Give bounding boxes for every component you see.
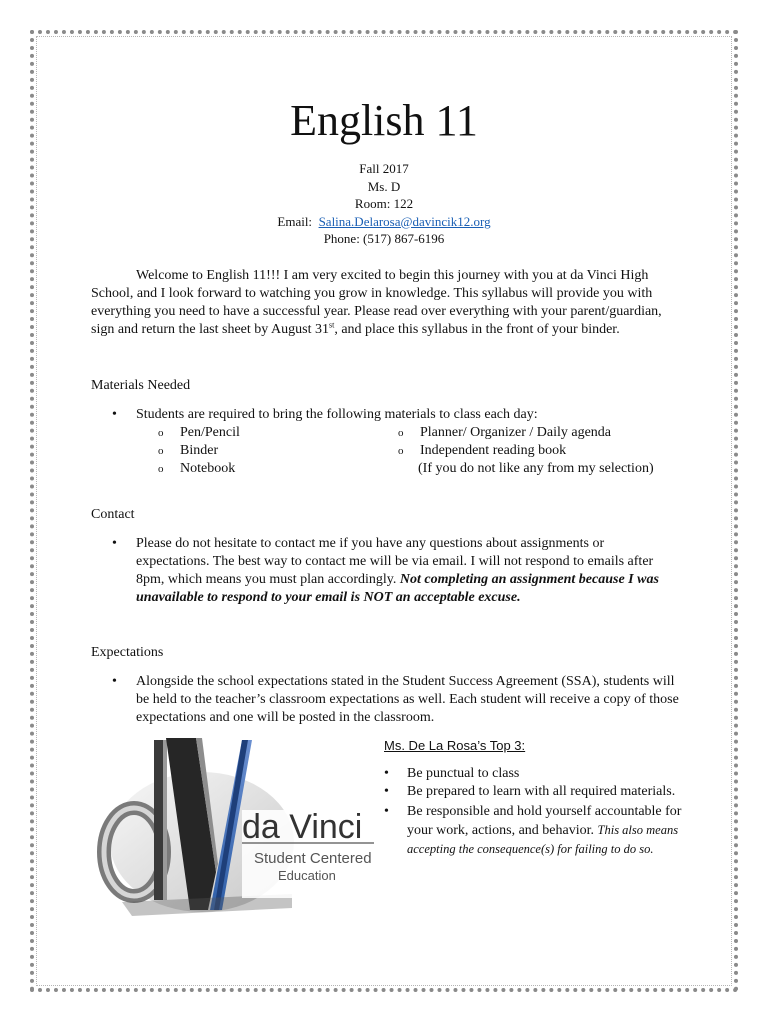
logo-tagline-1: Student Centered bbox=[254, 850, 372, 867]
page-title: English 11 bbox=[290, 96, 478, 145]
bullet-marker: • bbox=[384, 804, 389, 819]
bullet-marker: • bbox=[112, 407, 117, 422]
expectations-heading: Expectations bbox=[91, 645, 164, 660]
contact-bullet bbox=[112, 535, 680, 607]
material-item: o Binder bbox=[158, 443, 219, 458]
logo-name: da Vinci bbox=[242, 808, 363, 846]
materials-bullet bbox=[112, 406, 680, 424]
top3-heading: Ms. De La Rosa’s Top 3: bbox=[384, 738, 526, 753]
course-info bbox=[0, 160, 768, 248]
material-item: o Planner/ Organizer / Daily agenda bbox=[398, 425, 612, 440]
bullet-marker: • bbox=[384, 766, 389, 781]
material-item: o Independent reading book bbox=[398, 443, 567, 458]
email-link[interactable]: Salina.Delarosa@davincik12.org bbox=[318, 213, 491, 229]
top3-item: • Be punctual to class bbox=[384, 766, 520, 781]
email-label: Email: bbox=[277, 213, 313, 229]
contact-text: Please do not hesitate to contact me if you have any questions about assignments or expectations. The best way to contact me will be via email. I will not respond to emails after 8pm, which means you must plan accordingly. bbox=[136, 536, 654, 587]
materials-heading: Materials Needed bbox=[91, 378, 191, 393]
bullet-marker: • bbox=[112, 536, 117, 551]
da-vinci-logo bbox=[92, 732, 380, 922]
intro-paragraph: Welcome to English 11!!! I am very excited to begin this journey with you at da Vinci High School, and I look forward to watching you grow in knowledge. This syllabus will provide you with everything you need to have a successful year. Please read over everything with your parent/guardian, sign and return the last sheet by August 31st, and place this syllabus in the front of your binder. bbox=[91, 268, 662, 337]
top3-item: • Be responsible and hold yourself accountable for your work, actions, and behavior. This also means accepting the consequence(s) for failing to do so. bbox=[384, 804, 682, 856]
phone-number: Phone: (517) 867-6196 bbox=[323, 231, 445, 246]
material-item: o Notebook bbox=[158, 461, 236, 476]
logo-tagline-2: Education bbox=[278, 868, 336, 883]
course-term: Fall 2017 bbox=[359, 161, 409, 176]
email-line bbox=[0, 213, 768, 231]
room-number: Room: 122 bbox=[354, 196, 414, 211]
top3-note: This also means accepting the consequence(s) for failing to do so. bbox=[407, 823, 679, 856]
material-item: o Pen/Pencil bbox=[158, 425, 240, 440]
materials-bullet-text: Students are required to bring the following materials to class each day: bbox=[136, 407, 538, 422]
top3-item: • Be prepared to learn with all required materials. bbox=[384, 784, 676, 799]
contact-heading: Contact bbox=[91, 507, 135, 522]
bullet-marker: • bbox=[112, 674, 117, 689]
logo-graphic bbox=[92, 732, 380, 922]
material-note: (If you do not like any from my selection) bbox=[418, 461, 654, 476]
teacher-name: Ms. D bbox=[367, 178, 401, 194]
bullet-marker: • bbox=[384, 784, 389, 799]
expectations-bullet bbox=[112, 673, 680, 727]
contact-emphasis: Not completing an assignment because I was unavailable to respond to your email is NOT an acceptable excuse. bbox=[136, 572, 659, 605]
expectations-text: Alongside the school expectations stated in the Student Success Agreement (SSA), students will be held to the teacher’s classroom expectations as well. Each student will receive a copy of those expectations and one will be posted in the classroom. bbox=[136, 674, 679, 725]
